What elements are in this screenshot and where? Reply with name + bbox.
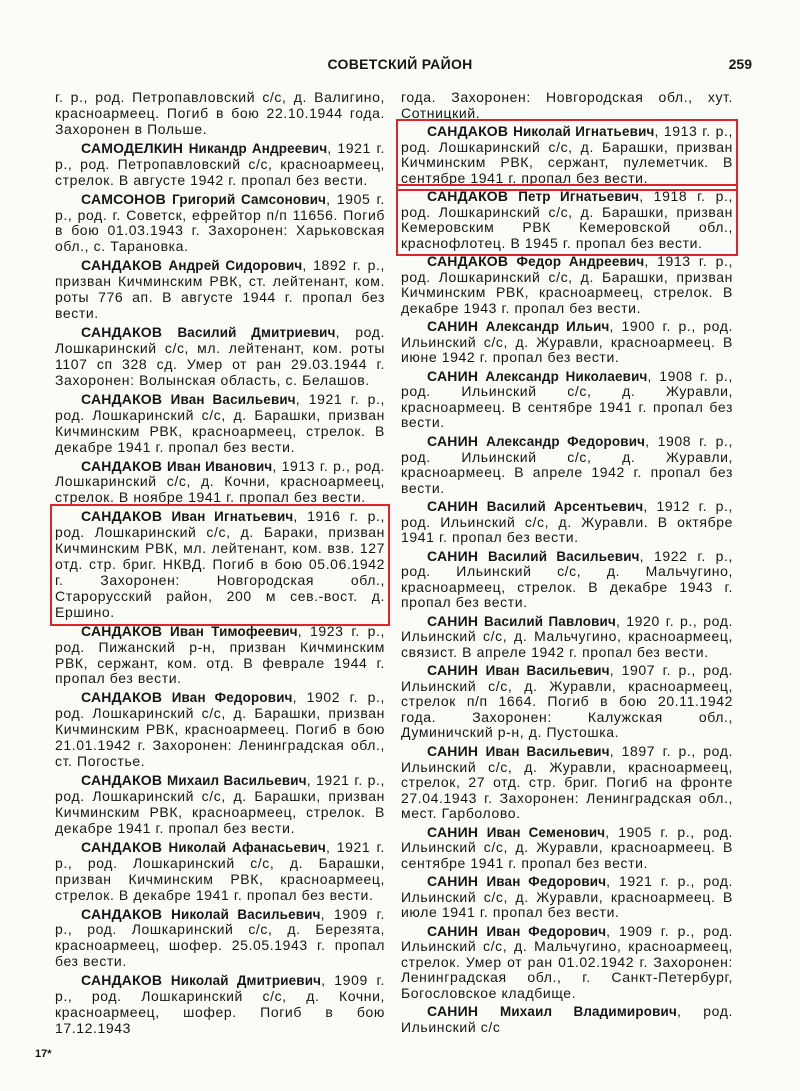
entry-surname: САНИН <box>427 318 479 335</box>
entry-text: , 1922 г. р., род. Ильинский с/с, д. Мальчугино, красноармеец, стрелок. В декабре 1943 г. пропал без вести. <box>401 547 733 611</box>
entry-text: , 1897 г. р., род. Ильинский с/с, д. Журавли, красноармеец, стрелок, 27 отд. стр. бриг. Погиб на фронте 27.04.1943 г. Захоронен: Ленинградская обл., мест. Гарболово. <box>401 743 733 822</box>
entry-given-name: Иван Васильевич <box>170 391 296 407</box>
entry <box>55 392 385 456</box>
page-number: 259 <box>728 56 752 72</box>
entry <box>401 319 733 366</box>
entry <box>55 690 385 770</box>
entry <box>55 141 385 189</box>
entry <box>401 549 733 611</box>
entry-given-name: Василий Васильевич <box>487 548 640 564</box>
entry-text: , 1913 г. р., род. Лошкаринский с/с, д. Кочни, красноармеец, стрелок. В ноябре 1941 г. пропал без вести. <box>55 457 385 506</box>
entry-text: , 1918 г. р., род. Лошкаринский с/с, д. Барашки, призван Кемеровским РВК Кемеровской обл., краснофлотец. В 1945 г. пропал без вести. <box>401 188 733 251</box>
highlighted-entry <box>401 124 733 186</box>
entry-given-name: Николай Афанасьевич <box>168 839 326 855</box>
entry <box>55 624 385 688</box>
entry-surname: САНИН <box>427 1003 479 1020</box>
entry-text: , 1909 г. р., род. Лошкаринский с/с, д. Кочни, красноармеец, шофер. Погиб в бою 17.12.1943 <box>55 972 385 1036</box>
printer-signature-mark: 17* <box>35 1048 52 1060</box>
entry <box>401 614 733 661</box>
entry-text: , 1923 г. р., род. Пижанский р-н, призван Кичминским РВК, сержант, ком. отд. В феврале 1944 г. пропал без вести. <box>55 622 385 687</box>
entry-text: , 1909 г. р., род. Лошкаринский с/с, д. Березята, красноармеец, шофер. 25.05.1943 г. пропал без вести. <box>55 905 385 970</box>
entry <box>55 907 385 971</box>
entry-given-name: Александр Федорович <box>486 434 646 450</box>
entry-surname: САНДАКОВ <box>427 123 509 140</box>
left-column <box>55 90 385 1040</box>
entry-surname: САНИН <box>427 498 479 515</box>
running-head: СОВЕТСКИЙ РАЙОН <box>327 56 473 72</box>
entry-given-name: Иван Васильевич <box>485 744 610 760</box>
entry-given-name: Михаил Васильевич <box>167 773 307 789</box>
entry <box>401 1004 733 1035</box>
entry-given-name: Александр Ильич <box>485 319 610 335</box>
entry-text: , 1921 г. р., род. Петропавловский с/с, красноармеец, стрелок. В августе 1942 г. пропал без вести. <box>55 139 385 188</box>
entry-text: , 1909 г. р., род. Ильинский с/с, д. Мальчугино, красноармеец, стрелок. Умер от ран 01.02.1942 г. Захоронен: Ленинградская обл., г. Санкт-Петербург, Богословское кладбище. <box>401 922 733 1001</box>
entry-surname: САНИН <box>427 823 479 840</box>
highlighted-entry <box>55 509 385 620</box>
entry-surname: САНДАКОВ <box>81 324 163 341</box>
entry-surname: САНИН <box>427 433 479 450</box>
entry-text: г. р., род. Петропавловский с/с, д. Валигино, красноармеец. Погиб в бою 22.10.1944 года. Захоронен в Польше. <box>55 89 385 137</box>
entry-given-name: Никандр Андреевич <box>188 140 328 156</box>
entry-given-name: Николай Игнатьевич <box>513 124 655 140</box>
entry-surname: САНИН <box>427 547 479 564</box>
entry-surname: САНИН <box>427 662 479 679</box>
entry-surname: САНИН <box>427 922 479 939</box>
entry-given-name: Иван Федорович <box>171 690 293 706</box>
entry-surname: САМСОНОВ <box>81 190 166 207</box>
entry <box>55 90 385 138</box>
entry <box>55 325 385 389</box>
entry <box>55 192 385 256</box>
entry-given-name: Василий Павлович <box>484 613 616 629</box>
entry-text: , 1908 г. р., род. Ильинский с/с, д. Журавли, красноармеец. В апреле 1942 г. пропал без вести. <box>401 433 733 496</box>
entry-given-name: Василий Арсентьевич <box>486 499 644 515</box>
entry-surname: САНДАКОВ <box>427 188 509 205</box>
entry-text: , 1921 г. р., род. Лошкаринский с/с, д. Барашки, призван Кичминским РВК, красноармеец, стрелок. В декабре 1941 г. пропал без вести. <box>55 390 385 455</box>
entry-surname: САНДАКОВ <box>81 457 163 474</box>
entry-text: , 1900 г. р., род. Ильинский с/с, д. Журавли, красноармеец. В июне 1942 г. пропал без вести. <box>401 318 734 366</box>
entry-surname: САНИН <box>427 743 479 760</box>
entry-surname: САНИН <box>427 367 479 384</box>
entry <box>401 874 733 921</box>
entry <box>55 459 385 507</box>
highlighted-entry <box>401 189 733 251</box>
entry-text: , 1913 г. р., род. Лошкаринский с/с, д. Барашки, призван Кичминским РВК, сержант, пулеметчик. В сентябре 1941 г. пропал без вести. <box>401 123 733 186</box>
entry <box>401 434 733 496</box>
entry-given-name: Андрей Сидорович <box>168 258 303 274</box>
entry <box>401 744 733 822</box>
entry-surname: САНДАКОВ <box>81 622 163 639</box>
entry-surname: САНИН <box>427 873 479 890</box>
entry <box>55 773 385 837</box>
entry-surname: САНДАКОВ <box>81 838 163 855</box>
entry-text: , 1892 г. р., призван Кичминским РВК, ст. лейтенант, ком. роты 776 ап. В августе 1944 г. пропал без вести. <box>55 257 385 322</box>
entry-text: , род. Ильинский с/с <box>401 1003 733 1035</box>
entry-text: , 1913 г. р., род. Лошкаринский с/с, д. Барашки, призван Кичминским РВК, красноармеец, стрелок. В декабре 1943 г. пропал без вести. <box>401 253 734 316</box>
entry-given-name: Михаил Владимирович <box>499 1004 677 1020</box>
entry-given-name: Григорий Самсонович <box>172 191 327 207</box>
entry <box>401 663 733 741</box>
entry-given-name: Иван Иванович <box>166 458 273 474</box>
entry-surname: САНДАКОВ <box>81 972 163 989</box>
entry-surname: САНДАКОВ <box>81 257 163 274</box>
entry-given-name: Иван Семенович <box>486 824 606 840</box>
entry <box>401 254 733 316</box>
entry-text: , 1916 г. р., род. Лошкаринский с/с, д. Бараки, призван Кичминским РВК, мл. лейтенант, ком. взв. 127 отд. стр. бриг. НКВД. Погиб в бою 05.06.1942 г. Захоронен: Новгородская обл., Старорусский район, 200 м сев.-вост. д. Ершино. <box>55 508 385 620</box>
entry <box>55 258 385 322</box>
entry-text: , 1908 г. р., род. Ильинский с/с, д. Журавли, красноармеец. В сентябре 1941 г. пропал без вести. <box>401 367 733 431</box>
entry-surname: САНДАКОВ <box>81 905 163 922</box>
entry-given-name: Иван Игнатьевич <box>171 509 294 525</box>
entry <box>401 90 733 121</box>
entry-text: , 1921 г. р., род. Лошкаринский с/с, д. Барашки, призван Кичминским РВК, красноармеец, стрелок. В декабре 1941 г. пропал без вести. <box>55 772 385 836</box>
entry-surname: САНДАКОВ <box>81 390 163 407</box>
entry-given-name: Александр Николаевич <box>485 368 648 384</box>
entry-given-name: Иван Васильевич <box>485 663 610 679</box>
entry-surname: САМОДЕЛКИН <box>81 139 184 156</box>
entry-text: , 1905 г. р., род. г. Советск, ефрейтор п/п 11656. Погиб в бою 01.03.1943 г. Захоронен: Харьковская обл., с. Тарановка. <box>55 190 385 255</box>
entry-given-name: Николай Дмитриевич <box>170 973 322 989</box>
entry-text: , 1907 г. р., род. Ильинский с/с, д. Журавли, красноармеец, стрелок п/п 1664. Погиб в бою 20.11.1942 года. Захоронен: Калужская обл., Думиничский р-н, д. Пустошка. <box>401 662 733 741</box>
entry-text: года. Захоронен: Новгородская обл., хут. Сотницкий. <box>401 89 733 121</box>
entry-given-name: Иван Тимофеевич <box>170 623 298 639</box>
entry-surname: САНИН <box>427 612 479 629</box>
entry-given-name: Федор Андреевич <box>516 254 645 270</box>
entry-given-name: Иван Федорович <box>486 874 607 890</box>
entry-text: , род. Лошкаринский с/с, мл. лейтенант, ком. роты 1107 сп 328 сд. Умер от ран 29.03.1944 г. Захоронен: Волынская область, с. Белашов. <box>55 324 385 388</box>
entry-given-name: Николай Васильевич <box>171 906 321 922</box>
entry-text: , 1905 г. р., род. Ильинский с/с, д. Журавли, красноармеец. В сентябре 1941 г. пропал без вести. <box>401 823 733 871</box>
entry-text: , 1920 г. р., род. Ильинский с/с, д. Мальчугино, красноармеец, связист. В апреле 1942 г. пропал без вести. <box>401 612 733 660</box>
entry <box>401 369 733 431</box>
entry-surname: САНДАКОВ <box>81 508 163 525</box>
entry-surname: САНДАКОВ <box>427 253 509 270</box>
right-column <box>401 90 733 1039</box>
entry <box>55 840 385 904</box>
entry-text: , 1912 г. р., род. Ильинский с/с, д. Журавли. В октябре 1941 г. пропал без вести. <box>401 498 733 546</box>
entry-given-name: Иван Федорович <box>486 923 607 939</box>
entry <box>401 924 733 1002</box>
entry-surname: САНДАКОВ <box>81 772 163 789</box>
entry <box>55 973 385 1037</box>
entry-text: , 1921 г. р., род. Ильинский с/с, д. Журавли, красноармеец. В июле 1941 г. пропал без вести. <box>401 873 733 921</box>
entry <box>401 825 733 872</box>
entry-given-name: Василий Дмитриевич <box>177 325 336 341</box>
entry-surname: САНДАКОВ <box>81 689 163 706</box>
entry-text: , 1902 г. р., род. Лошкаринский с/с, д. Барашки, призван Кичминским РВК, красноармеец. Погиб в бою 21.01.1942 г. Захоронен: Ленинградская обл., ст. Погостье. <box>55 689 385 770</box>
entry <box>401 499 733 546</box>
entry-given-name: Петр Игнатьевич <box>518 189 640 205</box>
entry-text: , 1921 г. р., род. Лошкаринский с/с, д. Барашки, призван Кичминским РВК, красноармеец, стрелок. В декабре 1941 г. пропал без вести. <box>55 838 385 903</box>
